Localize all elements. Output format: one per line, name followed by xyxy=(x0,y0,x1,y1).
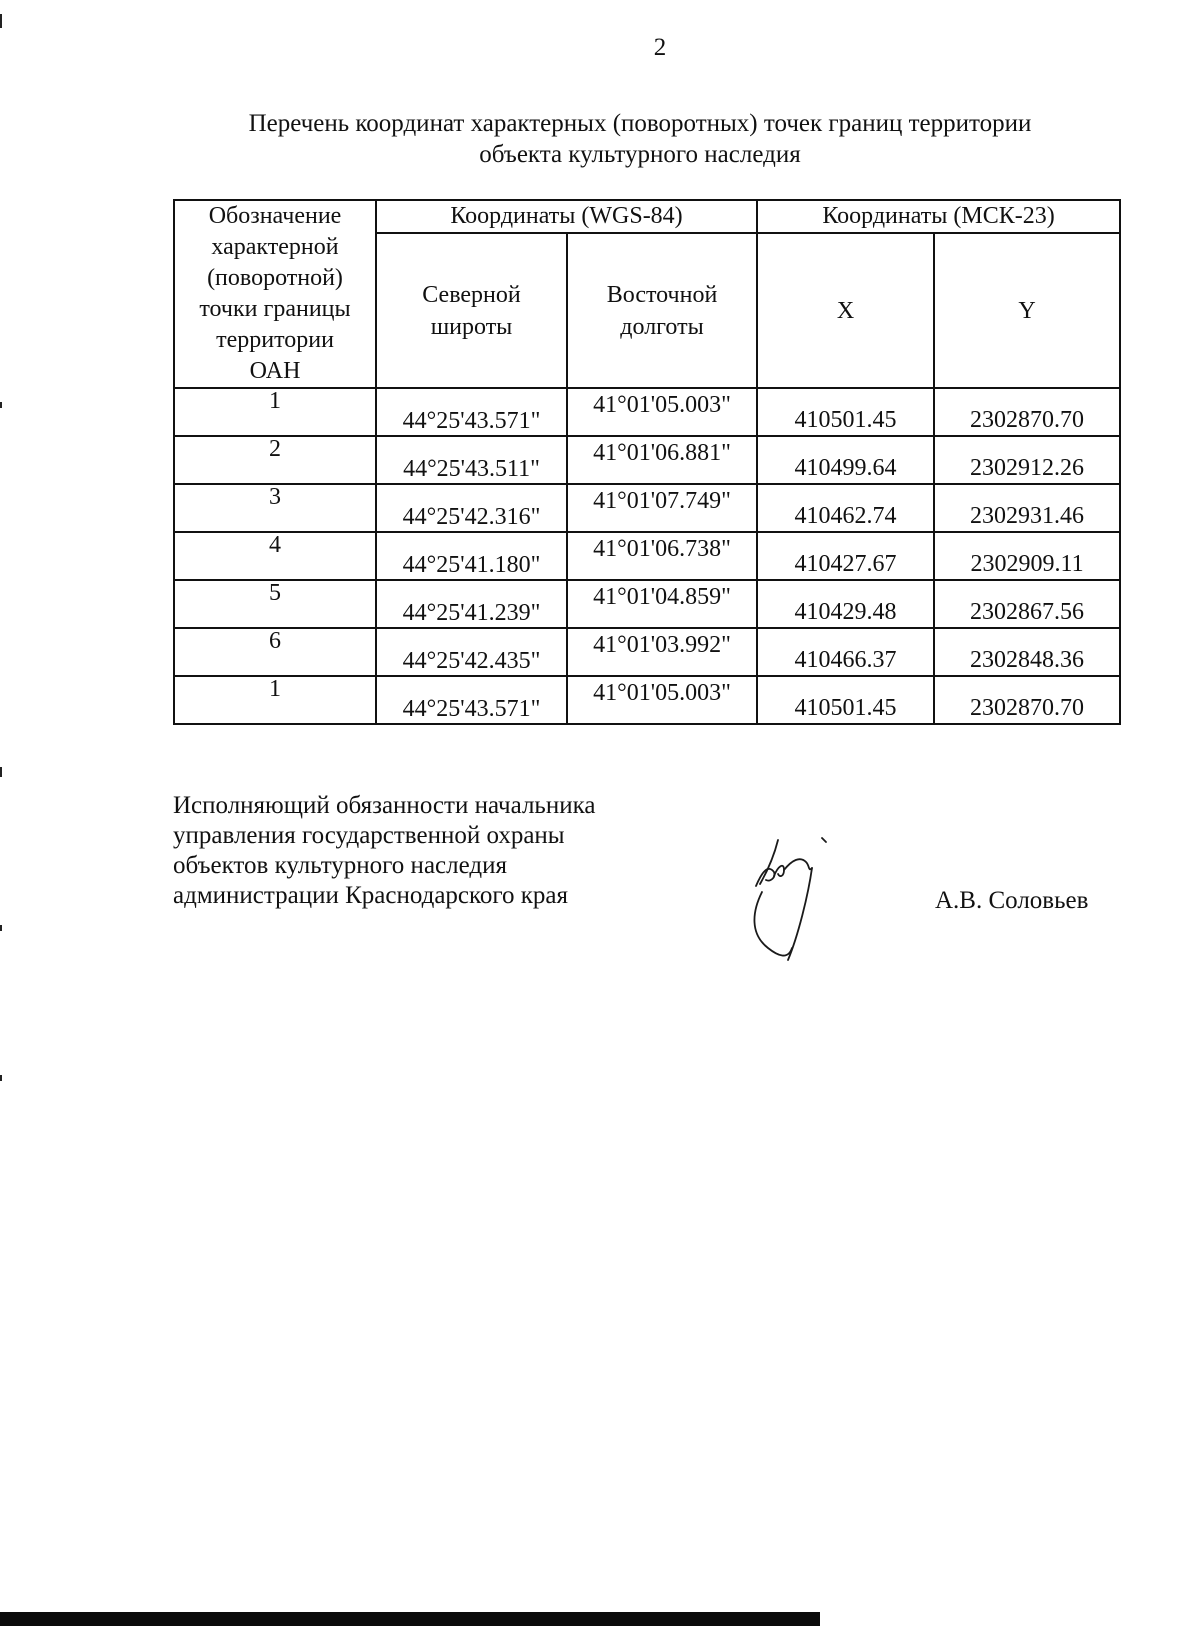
x-cell: 410499.64 xyxy=(757,436,934,484)
latitude-cell: 44°25'43.571" xyxy=(376,676,567,724)
x-cell: 410462.74 xyxy=(757,484,934,532)
longitude-cell: 41°01'03.992" xyxy=(567,628,757,676)
point-number: 1 xyxy=(174,676,376,724)
longitude-cell: 41°01'05.003" xyxy=(567,676,757,724)
header-msk23: Координаты (МСК-23) xyxy=(757,200,1120,233)
header-y: Y xyxy=(934,233,1120,388)
document-title xyxy=(160,108,1120,170)
title-line-2: объекта культурного наследия xyxy=(479,141,801,168)
point-number: 4 xyxy=(174,532,376,580)
header-latitude: Северной широты xyxy=(376,233,567,388)
coordinates-table xyxy=(173,199,1121,725)
x-cell: 410501.45 xyxy=(757,676,934,724)
table-row xyxy=(174,580,1120,628)
latitude-cell: 44°25'43.571" xyxy=(376,388,567,436)
longitude-cell: 41°01'05.003" xyxy=(567,388,757,436)
header-longitude: Восточной долготы xyxy=(567,233,757,388)
point-number: 6 xyxy=(174,628,376,676)
table-header-row xyxy=(174,200,1120,233)
scan-bottom-band xyxy=(0,1612,820,1626)
point-number: 5 xyxy=(174,580,376,628)
header-wgs84: Координаты (WGS-84) xyxy=(376,200,757,233)
latitude-cell: 44°25'41.180" xyxy=(376,532,567,580)
y-cell: 2302867.56 xyxy=(934,580,1120,628)
latitude-cell: 44°25'41.239" xyxy=(376,580,567,628)
point-number: 2 xyxy=(174,436,376,484)
y-cell: 2302870.70 xyxy=(934,388,1120,436)
longitude-cell: 41°01'06.881" xyxy=(567,436,757,484)
scan-edge-mark xyxy=(0,14,2,28)
header-point-designation: Обозначение характерной (поворотной) точки границы территории ОАН xyxy=(174,200,376,388)
table-row xyxy=(174,676,1120,724)
y-cell: 2302870.70 xyxy=(934,676,1120,724)
scan-edge-mark xyxy=(0,402,2,408)
table-row xyxy=(174,388,1120,436)
latitude-cell: 44°25'43.511" xyxy=(376,436,567,484)
x-cell: 410466.37 xyxy=(757,628,934,676)
point-number: 3 xyxy=(174,484,376,532)
table-row xyxy=(174,628,1120,676)
table-row xyxy=(174,532,1120,580)
scan-edge-mark xyxy=(0,925,2,931)
page-number: 2 xyxy=(653,34,667,61)
title-line-1: Перечень координат характерных (поворотных) точек границ территории xyxy=(248,110,1032,137)
signatory-name: А.В. Соловьев xyxy=(935,887,1089,914)
y-cell: 2302909.11 xyxy=(934,532,1120,580)
y-cell: 2302931.46 xyxy=(934,484,1120,532)
handwritten-signature-icon xyxy=(748,836,858,996)
x-cell: 410429.48 xyxy=(757,580,934,628)
longitude-cell: 41°01'04.859" xyxy=(567,580,757,628)
x-cell: 410427.67 xyxy=(757,532,934,580)
y-cell: 2302848.36 xyxy=(934,628,1120,676)
table-row xyxy=(174,484,1120,532)
latitude-cell: 44°25'42.316" xyxy=(376,484,567,532)
header-x: X xyxy=(757,233,934,388)
y-cell: 2302912.26 xyxy=(934,436,1120,484)
latitude-cell: 44°25'42.435" xyxy=(376,628,567,676)
table-row xyxy=(174,436,1120,484)
x-cell: 410501.45 xyxy=(757,388,934,436)
scan-edge-mark xyxy=(0,1075,2,1081)
longitude-cell: 41°01'06.738" xyxy=(567,532,757,580)
point-number: 1 xyxy=(174,388,376,436)
scan-edge-mark xyxy=(0,767,2,777)
longitude-cell: 41°01'07.749" xyxy=(567,484,757,532)
signatory-position: Исполняющий обязанности начальника управления государственной охраны объектов культурного наследия администрации Краснодарского края xyxy=(173,792,596,909)
